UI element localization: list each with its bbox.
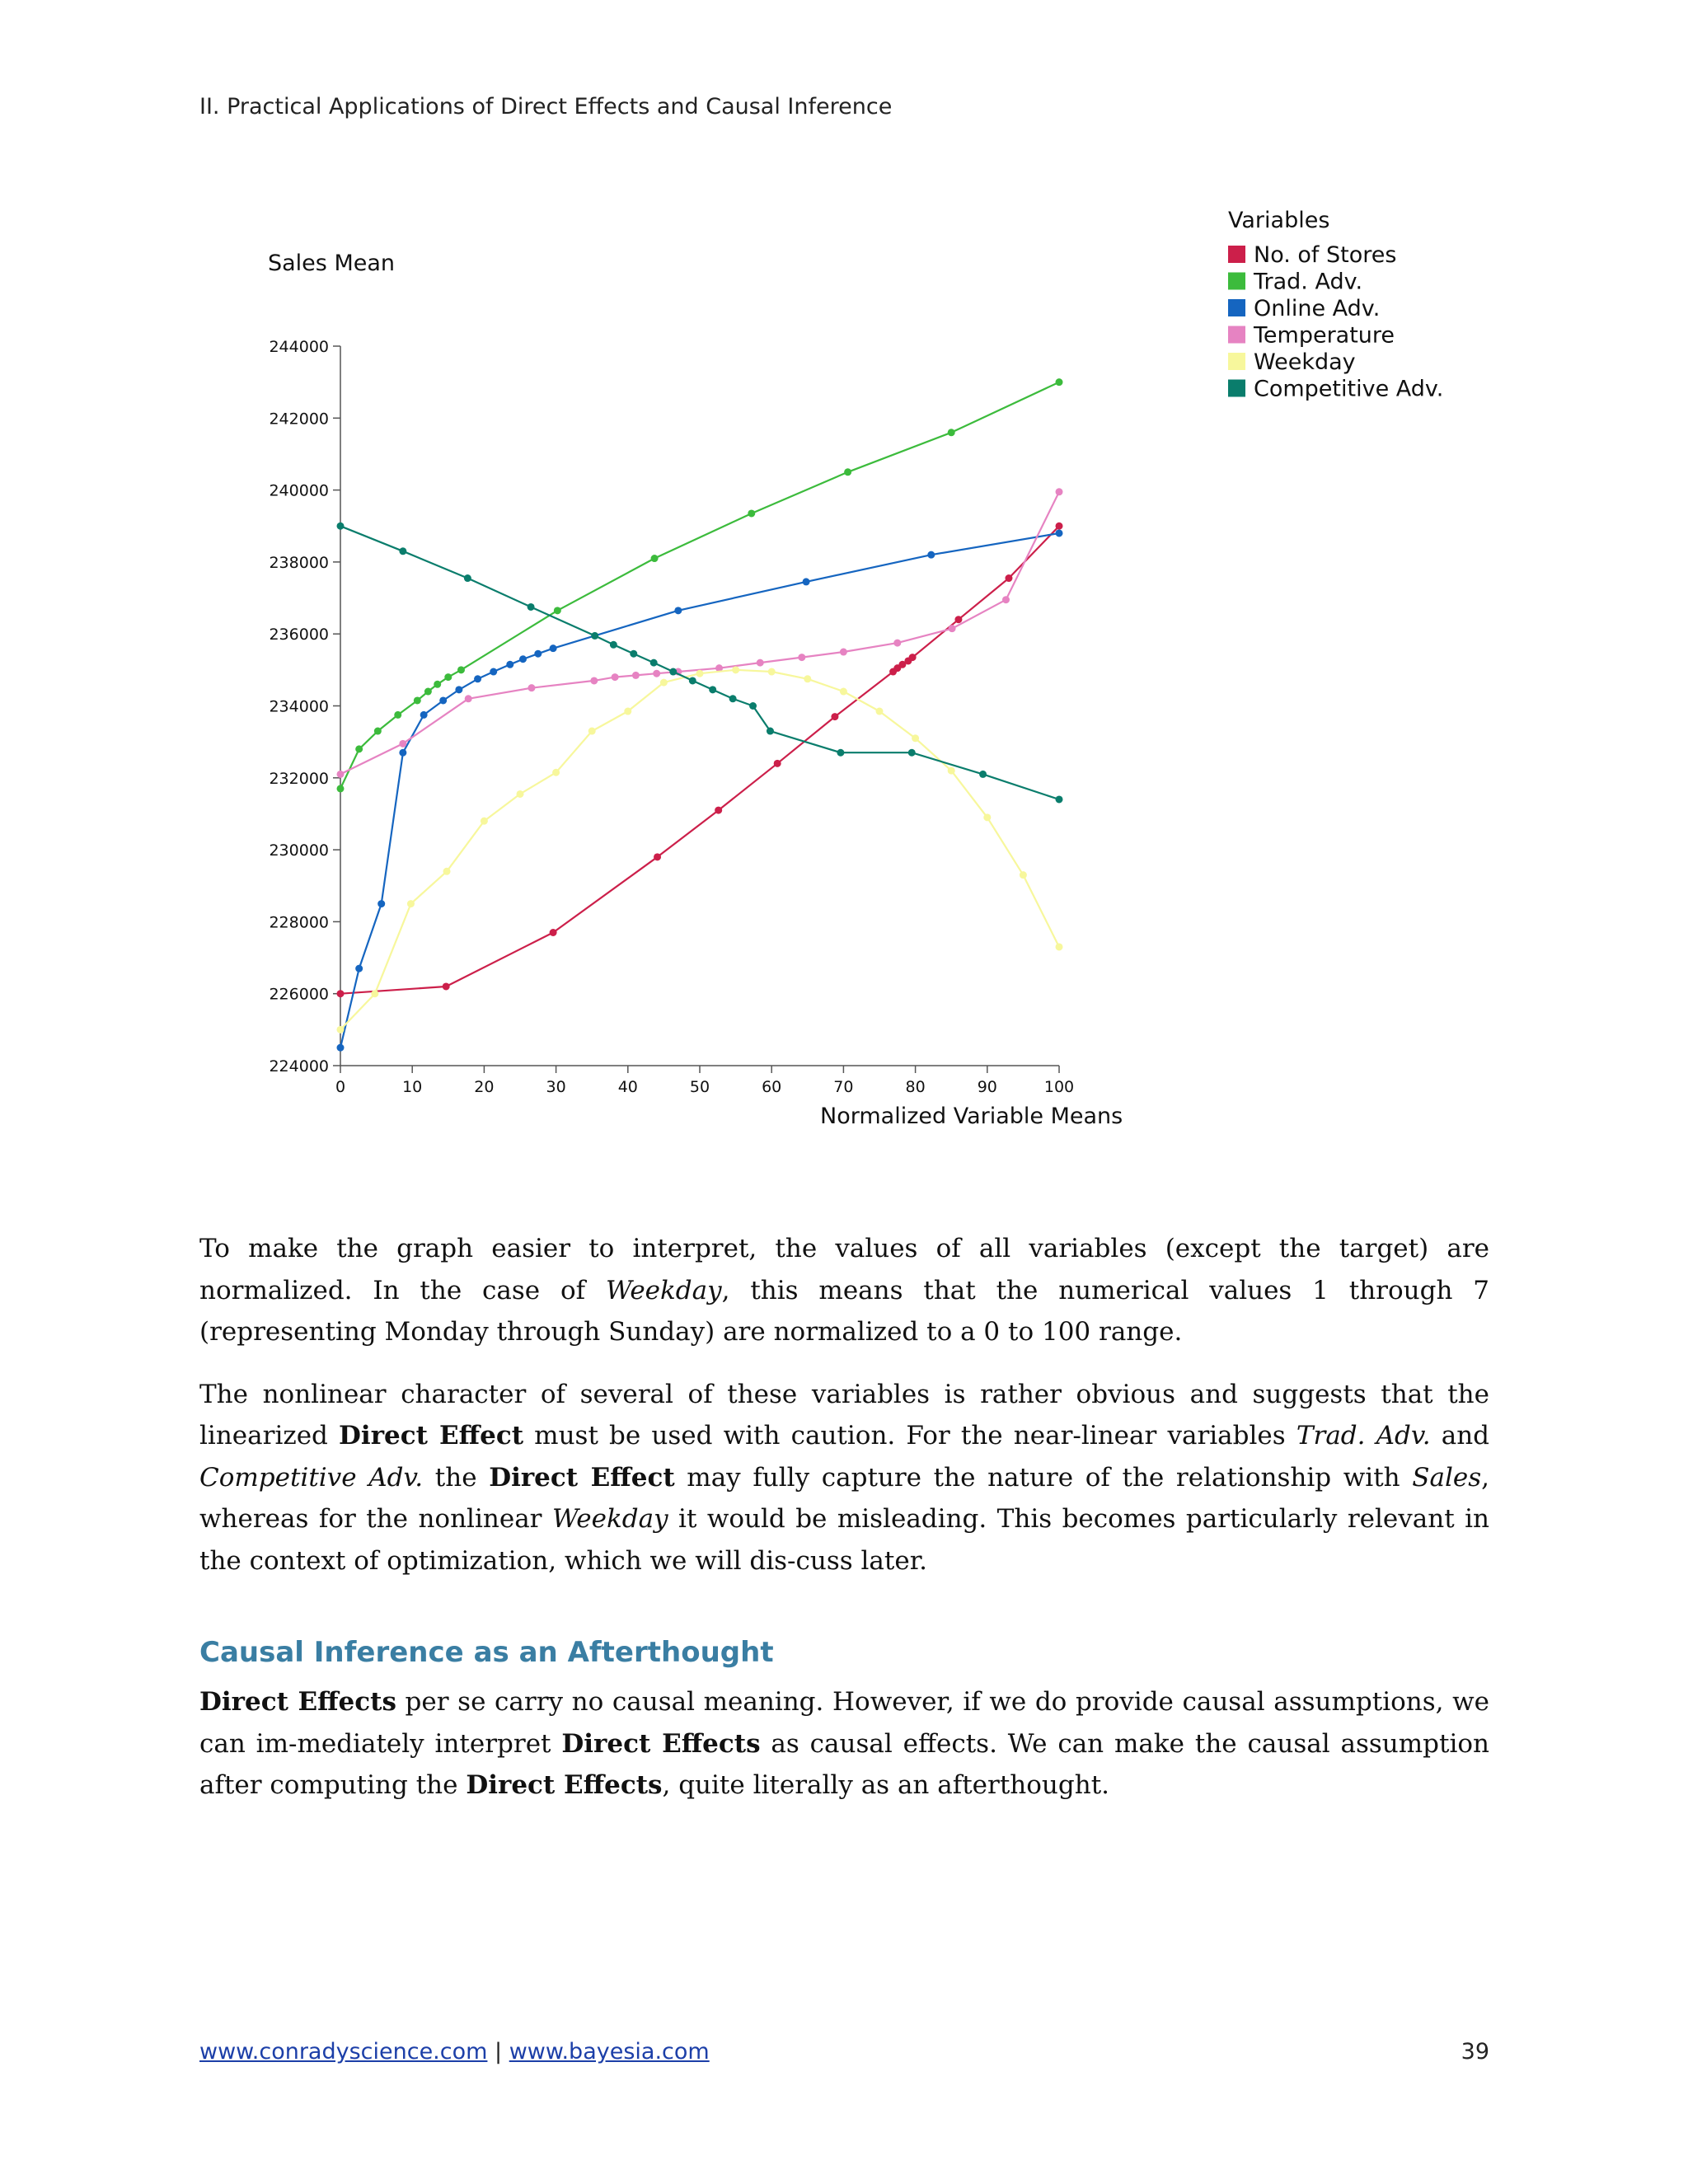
page-number: 39 [1461, 2039, 1489, 2064]
data-point-no-of-stores [550, 929, 557, 936]
data-point-weekday [983, 813, 991, 821]
data-point-temperature [612, 673, 619, 681]
data-point-weekday [840, 688, 847, 696]
running-header: II. Practical Applications of Direct Effects and Causal Inference [199, 94, 893, 120]
data-point-trad-adv [554, 607, 561, 614]
legend-title: Variables [1228, 208, 1330, 233]
legend-label-no-of-stores: No. of Stores [1254, 242, 1397, 268]
data-point-trad-adv [355, 745, 363, 752]
x-tick-label: 80 [905, 1078, 926, 1096]
data-point-competitive-adv [767, 728, 774, 735]
data-point-trad-adv [337, 785, 345, 792]
data-point-weekday [1056, 943, 1063, 950]
data-point-competitive-adv [669, 668, 677, 676]
data-point-weekday [876, 708, 884, 715]
legend-swatch-competitive-adv [1228, 380, 1245, 397]
legend-items [1228, 242, 1443, 402]
data-point-weekday [517, 790, 524, 798]
data-point-temperature [798, 654, 805, 661]
y-tick-label: 244000 [269, 338, 329, 356]
data-point-trad-adv [424, 688, 432, 696]
data-point-competitive-adv [630, 650, 637, 658]
x-tick-label: 10 [402, 1078, 423, 1096]
series-no-of-stores [337, 523, 1063, 997]
data-point-online-adv [420, 711, 428, 719]
x-tick-label: 50 [689, 1078, 710, 1096]
data-point-no-of-stores [909, 654, 917, 661]
legend [1228, 208, 1443, 402]
data-point-temperature [757, 659, 764, 667]
series-trad-adv [337, 378, 1063, 792]
data-point-temperature [399, 740, 406, 748]
y-tick-label: 230000 [269, 841, 329, 860]
y-tick-label: 226000 [269, 985, 329, 1004]
data-point-trad-adv [1056, 378, 1063, 386]
series-lines [337, 378, 1063, 1052]
data-point-online-adv [506, 661, 513, 668]
data-point-weekday [696, 670, 704, 677]
paragraph-afterthought: Direct Effects per se carry no causal meaning. However, if we do provide causal assumptions, we can im-mediately interpret Direct Effects as causal effects. We can make the causal assumption after computing the Direct Effects, quite literally as an afterthought. [199, 1687, 1489, 1800]
series-line-competitive-adv [340, 526, 1059, 799]
legend-label-online-adv: Online Adv. [1254, 296, 1381, 321]
data-point-no-of-stores [1005, 574, 1012, 582]
series-line-trad-adv [340, 382, 1059, 789]
data-point-online-adv [490, 668, 497, 676]
data-point-weekday [624, 708, 631, 715]
data-point-weekday [804, 675, 811, 682]
axes [269, 338, 1074, 1096]
y-tick-label: 242000 [269, 410, 329, 429]
data-point-online-adv [927, 551, 935, 559]
data-point-online-adv [803, 578, 810, 585]
data-point-online-adv [439, 696, 447, 704]
data-point-weekday [588, 728, 596, 735]
y-tick-label: 236000 [269, 626, 329, 644]
x-tick-label: 40 [617, 1078, 638, 1096]
data-point-weekday [768, 668, 776, 676]
data-point-no-of-stores [831, 713, 838, 720]
data-point-competitive-adv [709, 686, 716, 693]
series-online-adv [337, 529, 1063, 1051]
data-point-online-adv [455, 686, 462, 693]
data-point-no-of-stores [337, 990, 345, 997]
data-point-temperature [1002, 596, 1010, 603]
data-point-competitive-adv [729, 695, 737, 702]
data-point-temperature [632, 672, 640, 679]
data-point-competitive-adv [1056, 795, 1063, 803]
data-point-competitive-adv [464, 574, 471, 582]
data-point-weekday [732, 666, 739, 673]
data-point-trad-adv [394, 711, 401, 719]
sales-mean-line-chart [0, 190, 1688, 1162]
data-point-trad-adv [651, 555, 659, 562]
legend-label-temperature: Temperature [1254, 322, 1395, 349]
x-tick-label: 30 [546, 1078, 566, 1096]
x-tick-label: 100 [1043, 1078, 1075, 1096]
data-point-temperature [893, 640, 901, 647]
data-point-temperature [528, 684, 535, 691]
legend-swatch-temperature [1228, 326, 1245, 344]
y-tick-label: 224000 [269, 1057, 329, 1076]
data-point-online-adv [519, 655, 527, 663]
legend-swatch-weekday [1228, 353, 1245, 370]
legend-label-weekday: Weekday [1254, 349, 1356, 375]
data-point-online-adv [377, 900, 385, 907]
data-point-trad-adv [444, 673, 452, 681]
legend-swatch-no-of-stores [1228, 246, 1245, 263]
data-point-online-adv [534, 650, 542, 658]
data-point-trad-adv [457, 666, 465, 673]
data-point-online-adv [674, 607, 682, 614]
data-point-temperature [337, 771, 345, 778]
section-heading: Causal Inference as an Afterthought [199, 1636, 774, 1669]
legend-label-competitive-adv: Competitive Adv. [1254, 376, 1444, 402]
x-tick-label: 20 [474, 1078, 495, 1096]
data-point-weekday [407, 900, 415, 907]
legend-swatch-online-adv [1228, 299, 1245, 316]
series-temperature [337, 488, 1063, 778]
data-point-competitive-adv [979, 771, 987, 778]
data-point-competitive-adv [837, 749, 844, 757]
data-point-weekday [443, 868, 451, 875]
x-tick-label: 0 [335, 1078, 346, 1096]
data-point-competitive-adv [591, 632, 598, 640]
data-point-temperature [949, 625, 956, 632]
data-point-competitive-adv [610, 641, 617, 649]
data-point-online-adv [474, 675, 481, 682]
data-point-competitive-adv [908, 749, 916, 757]
data-point-competitive-adv [650, 659, 658, 667]
data-point-trad-adv [414, 696, 421, 704]
data-point-online-adv [1056, 529, 1063, 537]
data-point-trad-adv [748, 509, 755, 517]
data-point-trad-adv [374, 728, 382, 735]
data-point-weekday [371, 990, 378, 997]
paragraph-normalization: To make the graph easier to interpret, the values of all variables (except the target) are normalized. In the case of Weekday, this means that the numerical values 1 through 7 (representing Monday through Sunday) are normalized to a 0 to 100 range. [199, 1234, 1490, 1347]
data-point-weekday [660, 679, 668, 687]
data-point-online-adv [337, 1044, 345, 1052]
data-point-competitive-adv [749, 702, 757, 710]
data-point-weekday [337, 1026, 345, 1033]
series-weekday [337, 666, 1063, 1033]
paragraph-nonlinearity: The nonlinear character of several of these variables is rather obvious and suggests that the linearized Direct Effect must be used with caution. For the near-linear variables Trad. Adv. and Competitive Adv. the Direct Effect may fully capture the nature of the relationship with Sales, whereas for the nonlinear Weekday it would be misleading. This becomes particularly relevant in the context of optimization, which we will dis-cuss later. [199, 1379, 1490, 1576]
data-point-competitive-adv [689, 677, 696, 684]
page-footer [199, 2039, 1489, 2064]
legend-label-trad-adv: Trad. Adv. [1254, 269, 1363, 295]
data-point-weekday [481, 818, 488, 825]
data-point-no-of-stores [443, 982, 450, 990]
data-point-temperature [840, 649, 847, 656]
data-point-weekday [912, 734, 919, 742]
x-tick-label: 70 [833, 1078, 854, 1096]
x-tick-label: 60 [762, 1078, 782, 1096]
series-line-online-adv [340, 533, 1059, 1047]
y-tick-label: 238000 [269, 553, 329, 572]
data-point-weekday [1020, 871, 1027, 879]
y-tick-label: 232000 [269, 769, 329, 788]
data-point-no-of-stores [715, 807, 722, 814]
data-point-trad-adv [844, 468, 851, 476]
data-point-competitive-adv [337, 523, 345, 530]
bayesia-link[interactable]: www.bayesia.com [509, 2039, 710, 2064]
data-point-temperature [590, 677, 598, 684]
data-point-online-adv [399, 749, 406, 757]
data-point-trad-adv [434, 681, 441, 688]
conradyscience-link[interactable]: www.conradyscience.com [199, 2039, 488, 2064]
data-point-temperature [465, 695, 472, 702]
y-axis-label: Sales Mean [268, 251, 396, 276]
series-line-weekday [340, 670, 1059, 1030]
data-point-online-adv [550, 644, 557, 652]
data-point-temperature [1056, 488, 1063, 495]
data-point-no-of-stores [774, 760, 781, 767]
data-point-competitive-adv [399, 547, 406, 555]
series-line-no-of-stores [340, 526, 1059, 993]
y-tick-label: 234000 [269, 697, 329, 716]
section-body [199, 1681, 1489, 1827]
data-point-competitive-adv [528, 603, 535, 611]
x-tick-label: 90 [977, 1078, 997, 1096]
data-point-no-of-stores [954, 616, 962, 623]
y-tick-label: 240000 [269, 481, 329, 500]
y-tick-label: 228000 [269, 913, 329, 932]
data-point-online-adv [355, 965, 363, 972]
data-point-no-of-stores [1056, 523, 1063, 530]
data-point-temperature [653, 670, 660, 677]
footer-separator: | [487, 2039, 509, 2064]
data-point-no-of-stores [654, 853, 661, 860]
body-text [199, 1228, 1489, 1602]
series-line-temperature [340, 492, 1059, 775]
data-point-weekday [948, 767, 955, 775]
series-competitive-adv [337, 523, 1063, 804]
data-point-weekday [552, 769, 560, 776]
x-axis-label: Normalized Variable Means [820, 1104, 1123, 1129]
legend-swatch-trad-adv [1228, 273, 1245, 290]
data-point-trad-adv [948, 429, 955, 436]
